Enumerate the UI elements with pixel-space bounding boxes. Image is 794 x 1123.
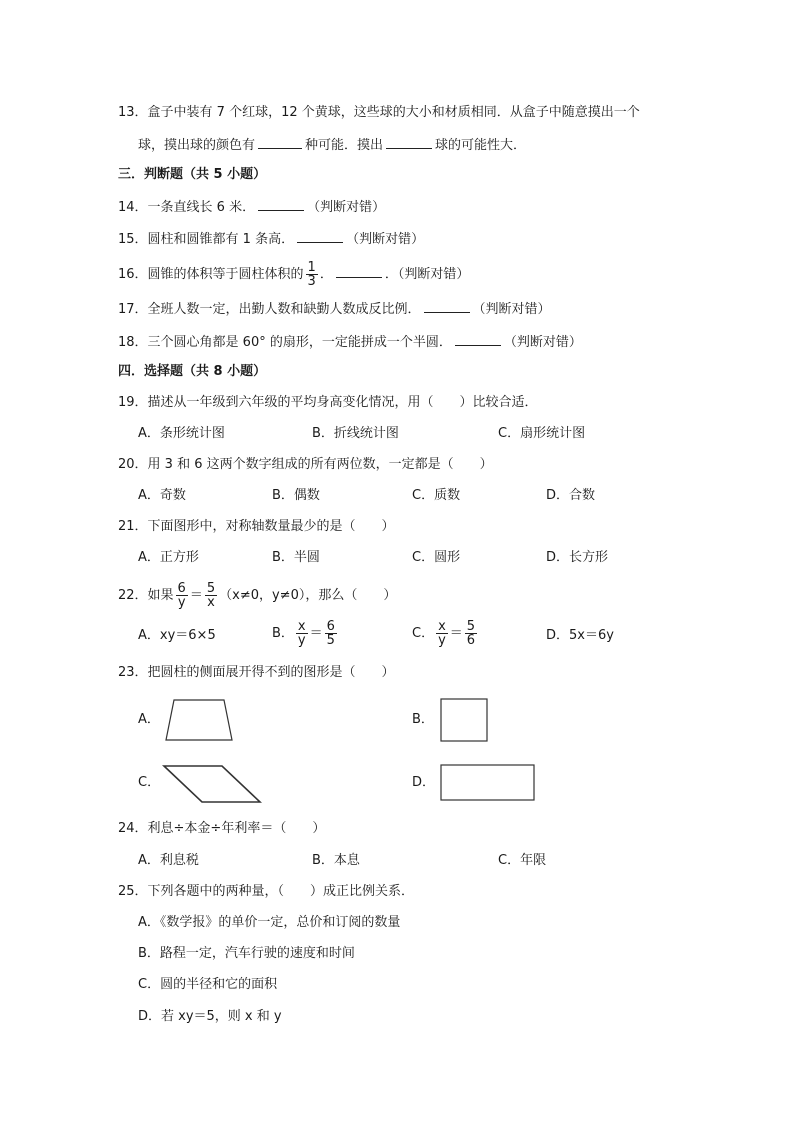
section-3-title: 三．判断题（共 5 小题） [118,167,267,182]
question-18 [118,331,582,353]
q25-option-a[interactable]: A．《数学报》的单价一定，总价和订阅的数量 [138,915,401,930]
q13-text-c: 球的可能性大． [435,138,527,153]
fraction-5-over-6 [465,620,477,647]
q24-option-c[interactable]: C．年限 [498,853,547,868]
question-14 [118,196,385,218]
q16-mid: ． [319,267,333,282]
fraction-denominator: 5 [326,633,335,648]
q16-text: 16．圆锥的体积等于圆柱体积的 [118,267,304,282]
answer-blank[interactable] [297,228,343,243]
q21-option-c[interactable]: C．圆形 [412,550,461,565]
question-15 [118,228,424,250]
fraction-denominator: y [297,633,306,648]
q21-option-d[interactable]: D．长方形 [546,550,609,565]
fraction-denominator: 6 [466,633,476,648]
answer-blank[interactable] [258,196,304,211]
q20-option-c[interactable]: C．质数 [412,488,461,503]
fraction-numerator: 5 [206,581,216,596]
equals-sign: ＝ [449,626,463,641]
q15-suffix: （判断对错） [346,232,425,247]
fraction-6-over-y [176,582,188,609]
fraction-numerator: 1 [307,260,316,275]
question-20-stem: 20．用 3 和 6 这两个数字组成的所有两位数，一定都是（ ） [118,457,493,472]
q20-option-b[interactable]: B．偶数 [272,488,320,503]
q25-option-c[interactable]: C．圆的半径和它的面积 [138,977,278,992]
q23-option-c-label[interactable]: C． [138,775,161,790]
question-21-stem: 21．下面图形中，对称轴数量最少的是（ ） [118,519,395,534]
q21-option-a[interactable]: A．正方形 [138,550,199,565]
fraction-one-third [306,261,318,288]
question-25-stem: 25．下列各题中的两种量，（ ）成正比例关系． [118,884,415,899]
question-22-stem [118,582,396,609]
q14-text: 14．一条直线长 6 米． [118,200,256,215]
q22-option-c[interactable] [412,620,479,647]
fraction-5-over-x [205,582,217,609]
q18-text: 18．三个圆心角都是 60° 的扇形，一定能拼成一个半圆． [118,335,452,350]
q23-option-b-label[interactable]: B． [412,712,434,727]
fraction-numerator: 5 [466,619,476,634]
fraction-numerator: 6 [326,619,335,634]
fraction-numerator: x [297,619,306,634]
fraction-x-over-y [436,620,448,647]
q22-condition: （x≠0，y≠0），那么（ ） [219,588,397,603]
q22-prefix: 22．如果 [118,588,174,603]
q25-option-d[interactable]: D．若 xy＝5，则 x 和 y [138,1009,282,1024]
q19-option-c[interactable]: C．扇形统计图 [498,426,586,441]
q25-option-b[interactable]: B．路程一定，汽车行驶的速度和时间 [138,946,355,961]
q23-option-d-label[interactable]: D． [412,775,436,790]
question-13-line-2 [138,134,526,156]
question-13-line-1: 13．盒子中装有 7 个红球，12 个黄球，这些球的大小和材质相同．从盒子中随意摸出一个 [118,105,640,120]
option-label: C． [412,626,435,641]
fraction-denominator: y [177,595,186,610]
q18-suffix: （判断对错） [503,335,582,350]
q17-text: 17．全班人数一定，出勤人数和缺勤人数成反比例． [118,302,421,317]
fraction-numerator: x [438,619,446,634]
answer-blank[interactable] [455,331,501,346]
fraction-denominator: y [438,633,446,648]
q15-text: 15．圆柱和圆锥都有 1 条高． [118,232,295,247]
q20-option-a[interactable]: A．奇数 [138,488,186,503]
fraction-numerator: 6 [177,581,186,596]
q21-option-b[interactable]: B．半圆 [272,550,320,565]
question-16 [118,261,469,288]
q17-suffix: （判断对错） [472,302,551,317]
q13-text-a: 球，摸出球的颜色有 [138,138,256,153]
q19-option-a[interactable]: A．条形统计图 [138,426,225,441]
q24-option-a[interactable]: A．利息税 [138,853,199,868]
q24-option-b[interactable]: B．本息 [312,853,360,868]
q16-suffix: ．（判断对错） [384,267,470,282]
fraction-x-over-y [296,620,308,647]
q13-text-b: 种可能．摸出 [305,138,384,153]
parallelogram-shape[interactable] [162,764,262,804]
rectangle-shape[interactable] [440,764,536,802]
trapezoid-shape[interactable] [164,698,234,742]
question-24-stem: 24．利息÷本金÷年利率＝（ ） [118,821,326,836]
fraction-6-over-5 [325,620,337,647]
q22-option-b[interactable] [272,620,339,647]
answer-blank[interactable] [424,298,470,313]
equals-sign: ＝ [309,626,323,641]
q22-option-a[interactable]: A．xy＝6×5 [138,628,216,643]
q22-option-d[interactable]: D．5x＝6y [546,628,614,643]
answer-blank[interactable] [336,263,382,278]
question-23-stem: 23．把圆柱的侧面展开得不到的图形是（ ） [118,665,395,680]
answer-blank[interactable] [258,134,302,149]
fraction-denominator: x [207,595,215,610]
question-19-stem: 19．描述从一年级到六年级的平均身高变化情况，用（ ）比较合适． [118,395,538,410]
section-4-title: 四．选择题（共 8 小题） [118,364,267,379]
fraction-denominator: 3 [307,274,316,289]
answer-blank[interactable] [386,134,432,149]
q14-suffix: （判断对错） [307,200,386,215]
question-17 [118,298,551,320]
option-label: B． [272,626,294,641]
q20-option-d[interactable]: D．合数 [546,488,596,503]
equals-sign: ＝ [189,588,203,603]
q23-option-a-label[interactable]: A． [138,712,160,727]
q19-option-b[interactable]: B．折线统计图 [312,426,399,441]
square-shape[interactable] [440,698,490,744]
